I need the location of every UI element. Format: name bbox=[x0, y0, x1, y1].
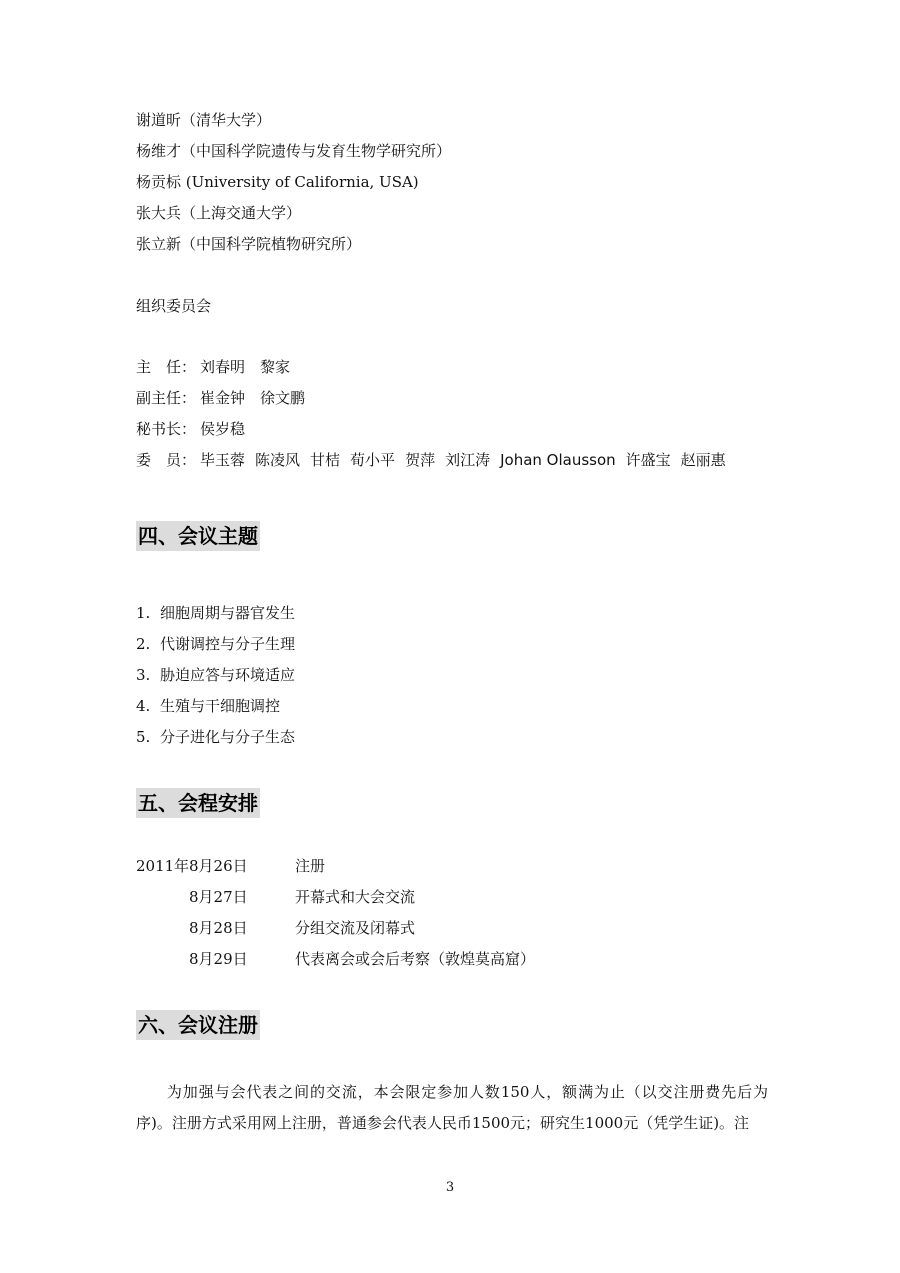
schedule-date: 8月28日 bbox=[189, 919, 248, 937]
schedule-date: 8月27日 bbox=[189, 888, 248, 906]
member-name: 许盛宝 bbox=[625, 451, 671, 469]
deputy-director-role: 副主任： bbox=[136, 389, 197, 407]
member-name: 甘桔 bbox=[310, 451, 341, 469]
schedule-event: 代表离会或会后考察（敦煌莫高窟） bbox=[295, 950, 536, 968]
page-number: 3 bbox=[445, 1180, 455, 1195]
topic-text: 胁迫应答与环境适应 bbox=[160, 666, 296, 684]
committee-member-line: 张大兵（上海交通大学） bbox=[136, 204, 302, 222]
section-heading-topics: 四、会议主题 bbox=[136, 521, 260, 551]
schedule-row bbox=[136, 856, 326, 876]
member-name: 陈凌风 bbox=[255, 451, 301, 469]
section-heading-schedule: 五、会程安排 bbox=[136, 788, 260, 818]
topic-item bbox=[136, 603, 295, 623]
schedule-event: 开幕式和大会交流 bbox=[295, 888, 416, 906]
topic-number: 3. bbox=[136, 666, 151, 684]
topic-number: 4. bbox=[136, 697, 151, 715]
topic-number: 5. bbox=[136, 728, 151, 746]
topic-text: 生殖与干细胞调控 bbox=[160, 697, 281, 715]
committee-member-line: 谢道昕（清华大学） bbox=[136, 111, 272, 129]
schedule-date: 8月29日 bbox=[189, 950, 248, 968]
topic-item bbox=[136, 727, 295, 747]
director-role: 主 任： bbox=[136, 358, 197, 376]
committee-members-line bbox=[136, 450, 736, 470]
member-name: 刘江涛 bbox=[445, 451, 491, 469]
committee-member-line: 张立新（中国科学院植物研究所） bbox=[136, 235, 362, 253]
topic-item bbox=[136, 665, 295, 685]
registration-paragraph bbox=[136, 1077, 768, 1139]
topic-text: 细胞周期与器官发生 bbox=[160, 604, 296, 622]
director-names: 刘春明 黎家 bbox=[200, 358, 291, 376]
schedule-event: 注册 bbox=[295, 857, 326, 875]
topic-text: 代谢调控与分子生理 bbox=[160, 635, 296, 653]
committee-member-line: 杨维才（中国科学院遗传与发育生物学研究所） bbox=[136, 142, 452, 160]
secretary-general-role: 秘书长： bbox=[136, 420, 197, 438]
director-line bbox=[136, 357, 290, 377]
deputy-director-line bbox=[136, 388, 305, 408]
member-name: 赵丽惠 bbox=[680, 451, 726, 469]
secretary-general-names: 侯岁稳 bbox=[200, 420, 246, 438]
schedule-event: 分组交流及闭幕式 bbox=[295, 919, 416, 937]
organizing-committee-title: 组织委员会 bbox=[136, 297, 212, 315]
topic-item bbox=[136, 634, 295, 654]
member-name: 毕玉蓉 bbox=[200, 451, 246, 469]
deputy-director-names: 崔金钟 徐文鹏 bbox=[200, 389, 306, 407]
topic-number: 2. bbox=[136, 635, 151, 653]
member-name: Johan Olausson bbox=[500, 451, 616, 469]
committee-member-line: 杨贡标 (University of California, USA) bbox=[136, 173, 419, 191]
member-name: 荀小平 bbox=[350, 451, 396, 469]
section-heading-registration: 六、会议注册 bbox=[136, 1010, 260, 1040]
members-role: 委 员： bbox=[136, 451, 197, 469]
member-name: 贺萍 bbox=[405, 451, 436, 469]
topic-number: 1. bbox=[136, 604, 151, 622]
secretary-general-line bbox=[136, 419, 245, 439]
registration-text: 为加强与会代表之间的交流，本会限定参加人数150人，额满为止（以交注册费先后为序)。注册方式采用网上注册，普通参会代表人民币1500元；研究生1000元（凭学生证)。注 bbox=[136, 1083, 768, 1132]
schedule-date: 8月26日 bbox=[189, 857, 248, 875]
schedule-year: 2011年 bbox=[136, 857, 190, 875]
topic-text: 分子进化与分子生态 bbox=[160, 728, 296, 746]
topic-item bbox=[136, 696, 280, 716]
